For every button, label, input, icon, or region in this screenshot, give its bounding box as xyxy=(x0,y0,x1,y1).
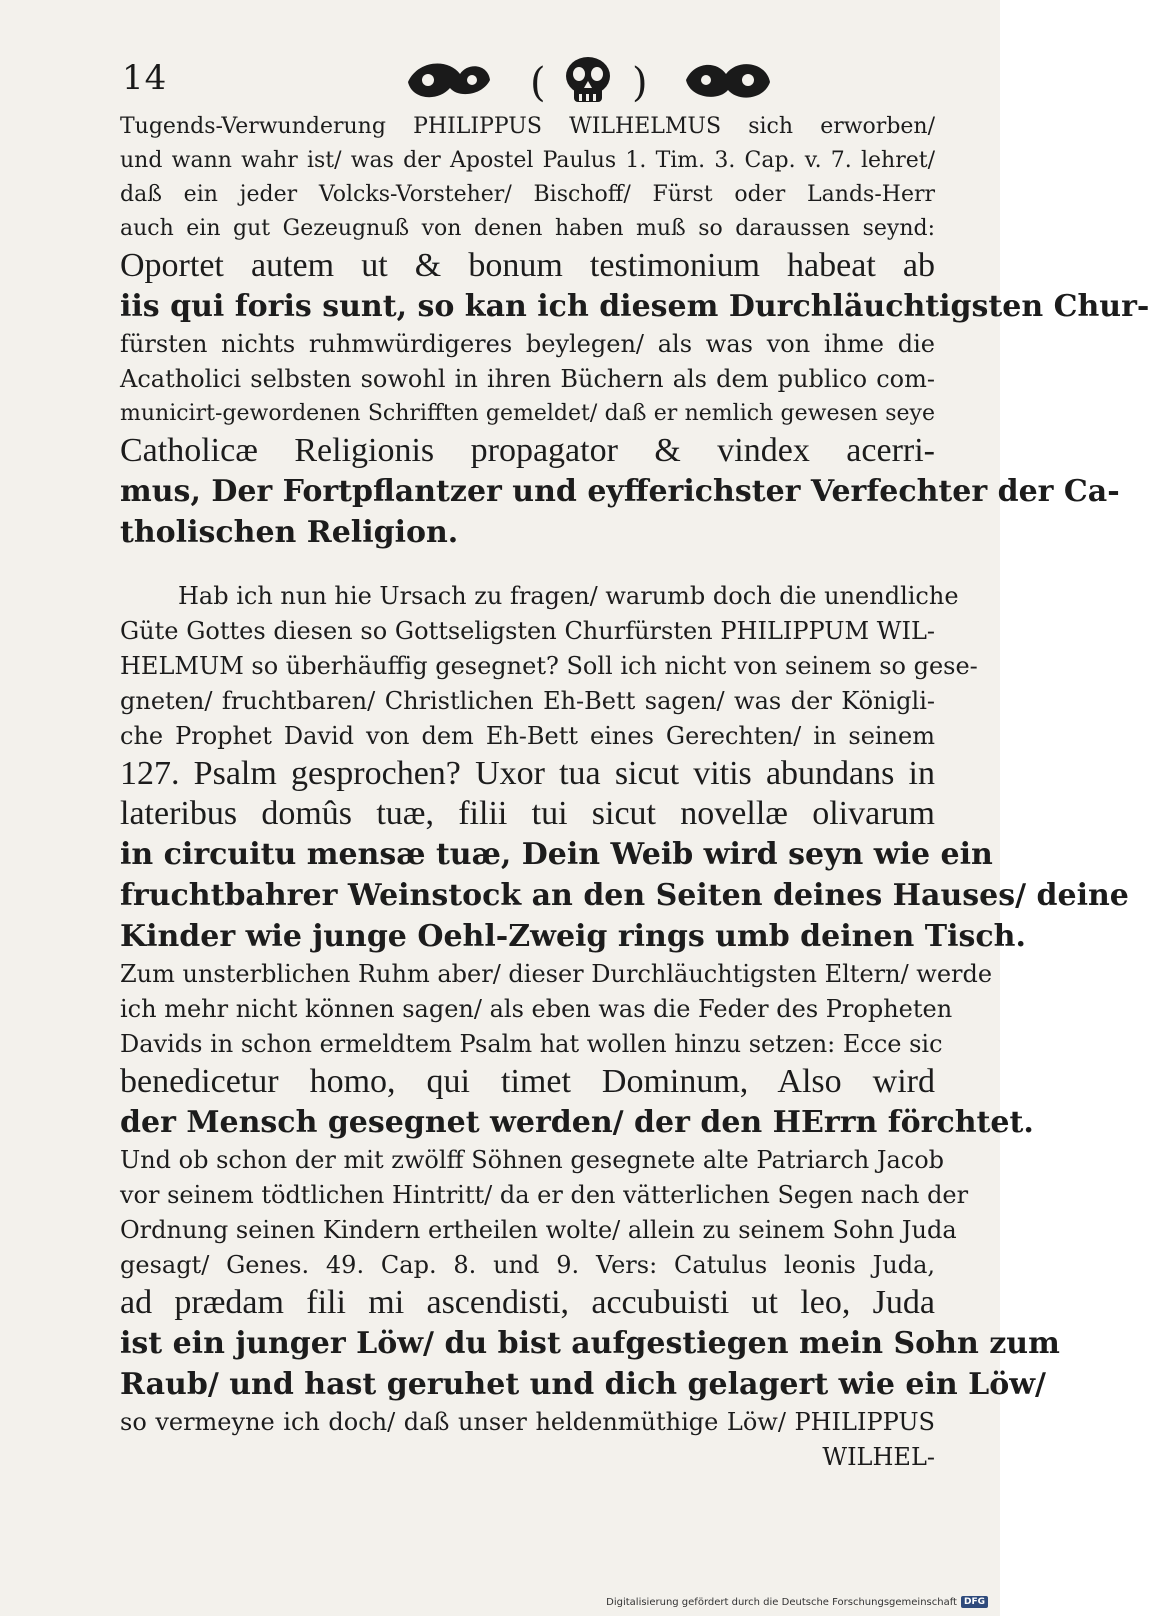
text-line: gneten/ fruchtbaren/ Christlichen Eh-Bett sagen/ was der Königli- xyxy=(120,687,935,715)
text-line: Und ob schon der mit zwölff Söhnen gesegnete alte Patriarch Jacob xyxy=(120,1146,945,1174)
text-line: auch ein gut Gezeugnuß von denen haben muß so daraussen seynd: xyxy=(120,216,935,241)
text-line: daß ein jeder Volcks-Vorsteher/ Bischoff/ Fürst oder Lands-Herr xyxy=(120,182,935,207)
text-line: ad prædam fili mi ascendisti, accubuisti ut leo, Juda xyxy=(120,1284,935,1321)
text-line: Acatholici selbsten sowohl in ihren Büchern als dem publico com- xyxy=(120,365,935,393)
text-line: fruchtbahrer Weinstock an den Seiten deines Hauses/ deine xyxy=(120,878,1129,913)
text-line: ich mehr nicht können sagen/ als eben was die Feder des Propheten xyxy=(120,995,953,1023)
text-line: in circuitu mensæ tuæ, Dein Weib wird seyn wie ein xyxy=(120,837,993,872)
text-line: ist ein junger Löw/ du bist aufgestiegen mein Sohn zum xyxy=(120,1326,1060,1361)
text-line: Catholicæ Religionis propagator & vindex acerri- xyxy=(120,432,935,469)
text-line: Tugends-Verwunderung PHILIPPUS WILHELMUS sich erworben/ xyxy=(120,114,935,139)
text-line: tholischen Religion. xyxy=(120,515,459,550)
text-line: HELMUM so überhäuffig gesegnet? Soll ich nicht von seinem so gese- xyxy=(120,652,978,680)
text-line: und wann wahr ist/ was der Apostel Paulus 1. Tim. 3. Cap. v. 7. lehret/ xyxy=(120,148,935,173)
text-line: 127. Psalm gesprochen? Uxor tua sicut vitis abundans in xyxy=(120,755,935,792)
text-line: vor seinem tödtlichen Hintritt/ da er den vätterlichen Segen nach der xyxy=(120,1181,969,1209)
text-line: Oportet autem ut & bonum testimonium habeat ab xyxy=(120,247,935,284)
text-line: so vermeyne ich doch/ daß unser heldenmüthige Löw/ PHILIPPUS xyxy=(120,1408,935,1436)
page-number: 14 xyxy=(122,58,168,98)
text-line: lateribus domûs tuæ, filii tui sicut novellæ olivarum xyxy=(120,795,935,832)
text-line: gesagt/ Genes. 49. Cap. 8. und 9. Vers: Catulus leonis Juda, xyxy=(120,1251,935,1279)
body-text xyxy=(120,110,1149,1475)
text-line: Raub/ und hast geruhet und dich gelagert wie ein Löw/ xyxy=(120,1367,1047,1402)
text-line: benedicetur homo, qui timet Dominum, Also wird xyxy=(120,1063,935,1100)
text-line: fürsten nichts ruhmwürdigeres beylegen/ als was von ihme die xyxy=(120,330,935,358)
skull-ornament-icon xyxy=(398,52,778,108)
digitization-footer xyxy=(606,1596,988,1608)
text-line: Güte Gottes diesen so Gottseligsten Churfürsten PHILIPPUM WIL- xyxy=(120,617,935,645)
paragraph-gap xyxy=(120,553,935,579)
text-line: mus, Der Fortpflantzer und eyfferichster Verfechter der Ca- xyxy=(120,474,1120,509)
text-line: Davids in schon ermeldtem Psalm hat wollen hinzu setzen: Ecce sic xyxy=(120,1030,943,1058)
text-line: der Mensch gesegnet werden/ der den HErrn förchtet. xyxy=(120,1105,1034,1140)
text-line: iis qui foris sunt, so kan ich diesem Durchläuchtigsten Chur- xyxy=(120,289,1149,324)
left-bracket: ( xyxy=(530,60,546,106)
text-line: Ordnung seinen Kindern ertheilen wolte/ allein zu seinem Sohn Juda xyxy=(120,1216,957,1244)
right-bracket: ) xyxy=(632,60,648,106)
text-line: Kinder wie junge Oehl-Zweig rings umb deinen Tisch. xyxy=(120,919,1026,954)
dfg-logo-icon: DFG xyxy=(961,1596,988,1608)
text-line: che Prophet David von dem Eh-Bett eines Gerechten/ in seinem xyxy=(120,722,935,750)
footer-text: Digitalisierung gefördert durch die Deutsche Forschungsgemeinschaft xyxy=(606,1596,957,1608)
catchword: WILHEL- xyxy=(822,1443,935,1471)
page-header xyxy=(118,52,933,108)
text-line: Zum unsterblichen Ruhm aber/ dieser Durchläuchtigsten Eltern/ werde xyxy=(120,960,993,988)
text-line: Hab ich nun hie Ursach zu fragen/ warumb doch die unendliche xyxy=(178,582,959,610)
text-line: municirt-gewordenen Schrifften gemeldet/ daß er nemlich gewesen seye xyxy=(120,401,935,426)
